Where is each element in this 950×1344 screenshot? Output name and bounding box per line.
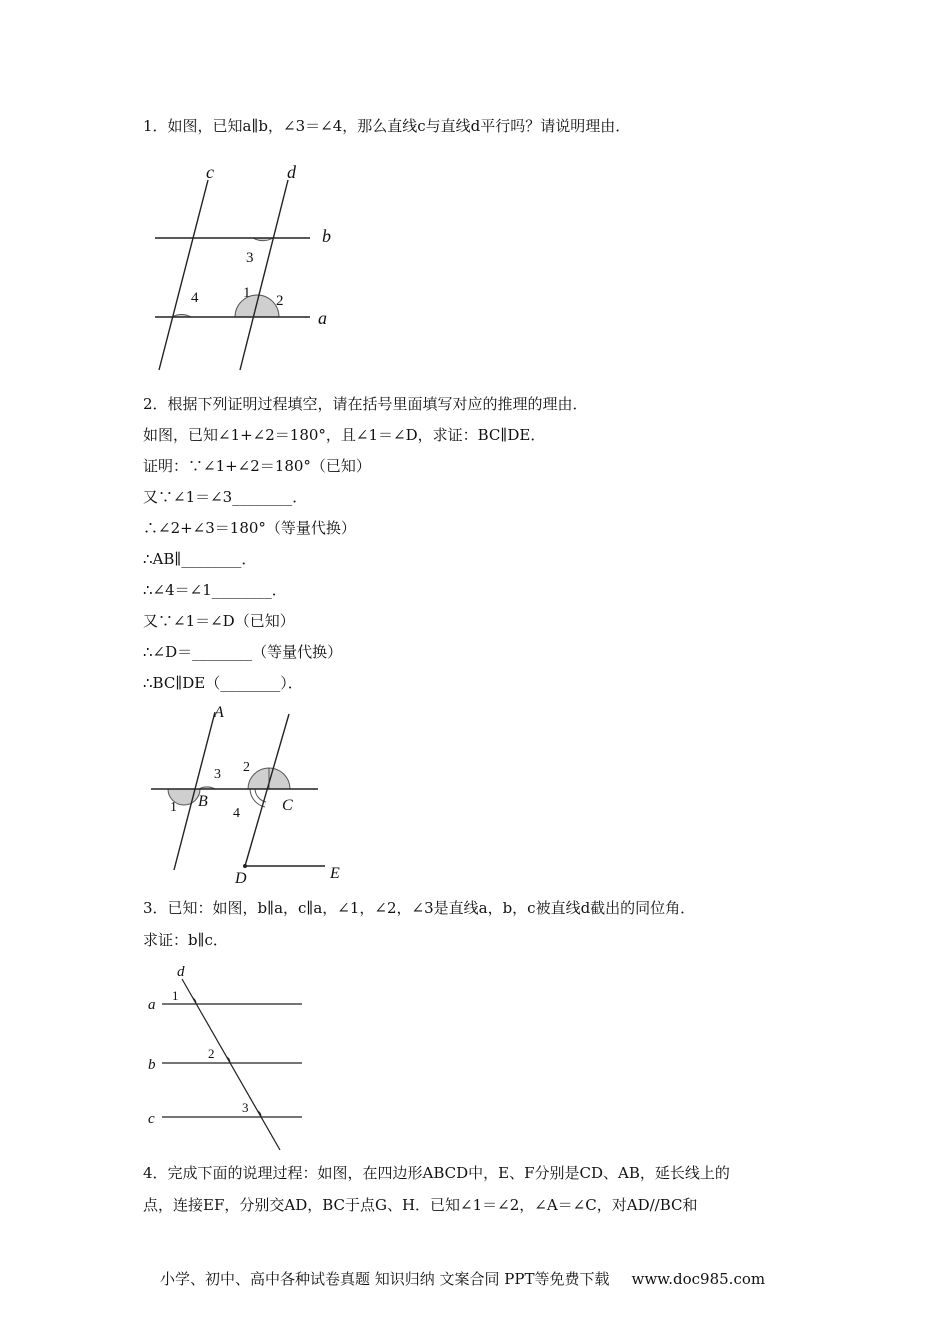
q2-line-1: 2．根据下列证明过程填空，请在括号里面填写对应的推理的理由． <box>143 395 588 413</box>
q2-line-9: ∴∠D＝________（等量代换） <box>143 643 343 661</box>
q2-line-3: 证明：∵∠1+∠2＝180°（已知） <box>143 457 371 475</box>
footer-text: 小学、初中、高中各种试卷真题 知识归纳 文案合同 PPT等免费下载 <box>160 1270 610 1288</box>
q2-line-2: 如图，已知∠1+∠2＝180°，且∠1＝∠D，求证：BC∥DE． <box>143 426 546 444</box>
q2-line-10: ∴BC∥DE（________）． <box>143 674 303 692</box>
q2-label-3: 3 <box>214 767 221 782</box>
q3-line-2: 求证：b∥c． <box>143 931 228 949</box>
q2-line-6: ∴AB∥________． <box>143 550 257 568</box>
q3-label-3: 3 <box>242 1100 249 1115</box>
q3-label-c: c <box>148 1111 155 1127</box>
q1-label-4: 4 <box>191 290 199 306</box>
q3-label-1: 1 <box>172 988 179 1003</box>
q2-label-4: 4 <box>233 806 240 821</box>
q2-label-B: B <box>198 793 208 810</box>
q2-line-8: 又∵∠1＝∠D（已知） <box>143 612 295 630</box>
q1-label-2: 2 <box>276 293 284 309</box>
q3-line-1: 3．已知：如图，b∥a，c∥a，∠1，∠2，∠3是直线a，b，c被直线d截出的同位角． <box>143 899 696 917</box>
q2-label-1: 1 <box>170 800 177 815</box>
q4-line-2: 点，连接EF，分别交AD，BC于点G、H．已知∠1＝∠2，∠A＝∠C，对AD//BC和 <box>143 1196 698 1214</box>
q1-text: 1．如图，已知a∥b，∠3＝∠4，那么直线c与直线d平行吗？请说明理由． <box>143 117 631 135</box>
q2-label-D: D <box>235 870 247 887</box>
q3-label-a: a <box>148 997 156 1013</box>
q2-line-5: ∴∠2+∠3＝180°（等量代换） <box>143 519 356 537</box>
q3-figure <box>140 962 315 1157</box>
footer <box>160 1268 765 1289</box>
q1-label-b: b <box>322 226 331 246</box>
q1-label-3: 3 <box>246 250 254 266</box>
q2-line-7: ∴∠4＝∠1________． <box>143 581 287 599</box>
q4-line-1: 4．完成下面的说理过程：如图，在四边形ABCD中，E、F分别是CD、AB，延长线上的 <box>143 1164 730 1182</box>
q2-line-4: 又∵∠1＝∠3________． <box>143 488 308 506</box>
q2-label-2: 2 <box>243 760 250 775</box>
q3-label-2: 2 <box>208 1046 215 1061</box>
q1-label-1: 1 <box>243 285 251 301</box>
footer-url[interactable]: www.doc985.com <box>631 1270 766 1288</box>
q2-label-C: C <box>282 797 293 814</box>
q1-label-d: d <box>287 162 296 182</box>
q3-label-d: d <box>177 964 185 980</box>
q3-label-b: b <box>148 1057 156 1073</box>
q1-label-a: a <box>318 308 327 328</box>
q2-label-E: E <box>330 865 340 882</box>
q1-label-c: c <box>206 162 214 182</box>
q2-label-A: A <box>214 704 224 721</box>
q2-figure <box>148 702 358 887</box>
q1-figure <box>150 158 350 378</box>
